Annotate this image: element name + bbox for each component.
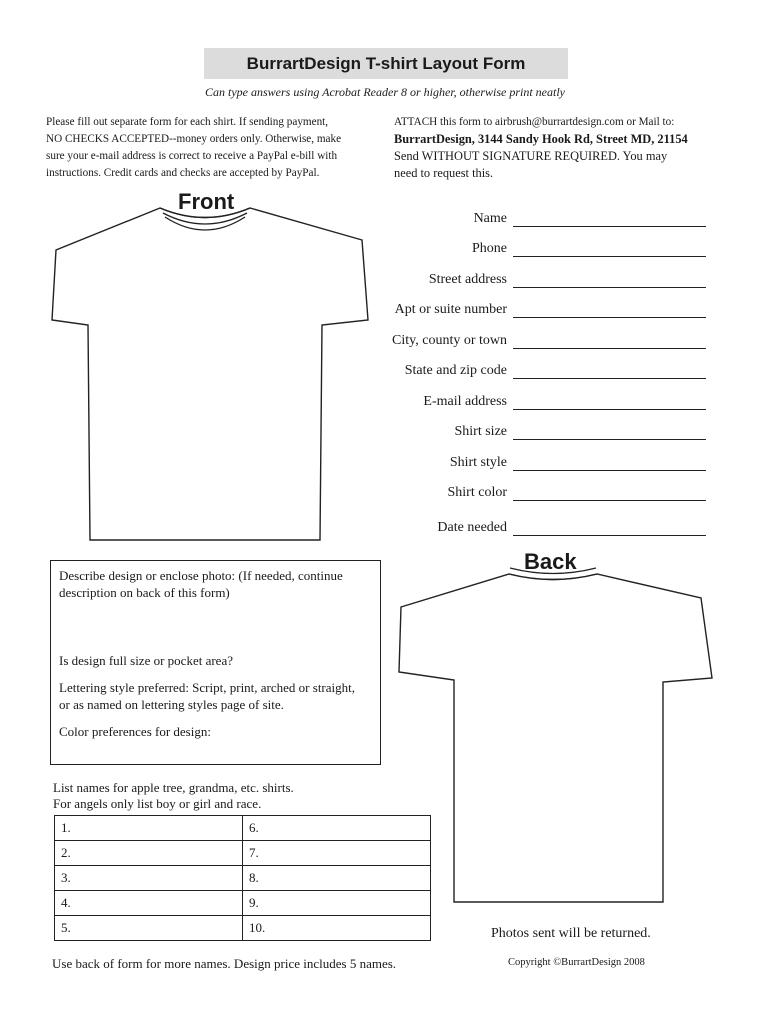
- city-input[interactable]: [513, 330, 706, 349]
- apt-suite-input[interactable]: [513, 299, 706, 318]
- name-cell[interactable]: 5.: [55, 916, 243, 941]
- back-shirt-outline: [397, 565, 717, 905]
- design-description-box[interactable]: [50, 560, 381, 765]
- name-cell[interactable]: 3.: [55, 866, 243, 891]
- field-label: Date needed: [437, 520, 507, 535]
- field-email: [370, 388, 710, 410]
- name-cell[interactable]: 9.: [243, 891, 431, 916]
- shirt-color-input[interactable]: [513, 482, 706, 501]
- field-shirt-size: [370, 418, 710, 440]
- shirt-size-input[interactable]: [513, 421, 706, 440]
- field-shirt-style: [370, 449, 710, 471]
- describe-prompt: Describe design or enclose photo: (If needed, continue: [59, 568, 343, 583]
- field-label: Phone: [472, 241, 507, 256]
- field-phone: [370, 235, 710, 257]
- color-prefs-prompt: Color preferences for design:: [59, 724, 211, 739]
- back-label: Back: [524, 549, 577, 574]
- field-street-address: [370, 266, 710, 288]
- front-label: Front: [178, 189, 235, 214]
- photos-note: Photos sent will be returned.: [491, 926, 651, 941]
- field-label: State and zip code: [404, 363, 507, 378]
- table-row: [55, 916, 431, 941]
- names-footer-note: Use back of form for more names. Design price includes 5 names.: [52, 956, 397, 971]
- field-label: Shirt style: [449, 455, 507, 470]
- signature-note-cont: need to request this.: [394, 166, 494, 180]
- name-cell[interactable]: 10.: [243, 916, 431, 941]
- state-zip-input[interactable]: [513, 360, 706, 379]
- names-instructions: [53, 780, 294, 812]
- field-label: E-mail address: [423, 394, 507, 409]
- field-apt-suite: [370, 296, 710, 318]
- table-row: [55, 891, 431, 916]
- name-cell[interactable]: 1.: [55, 816, 243, 841]
- names-table: [54, 815, 431, 941]
- table-row: [55, 816, 431, 841]
- name-cell[interactable]: 7.: [243, 841, 431, 866]
- field-label: Shirt color: [447, 485, 507, 500]
- instruction-line: NO CHECKS ACCEPTED--money orders only. Otherwise, make: [46, 133, 342, 145]
- mailing-address: BurrartDesign, 3144 Sandy Hook Rd, Street MD, 21154: [394, 132, 688, 146]
- names-instruction-line: For angels only list boy or girl and race.: [53, 796, 262, 811]
- field-label: City, county or town: [392, 333, 507, 348]
- name-cell[interactable]: 4.: [55, 891, 243, 916]
- field-label: Name: [473, 211, 507, 226]
- field-shirt-color: [370, 479, 710, 501]
- names-instruction-line: List names for apple tree, grandma, etc. shirts.: [53, 780, 294, 795]
- front-shirt-outline: [50, 205, 370, 545]
- name-cell[interactable]: 8.: [243, 866, 431, 891]
- submission-instructions: [394, 114, 744, 182]
- instruction-line: sure your e-mail address is correct to receive a PayPal e-bill with: [46, 150, 338, 162]
- name-cell[interactable]: 2.: [55, 841, 243, 866]
- copyright: Copyright ©BurrartDesign 2008: [508, 957, 645, 968]
- field-label: Shirt size: [454, 424, 507, 439]
- shirt-style-input[interactable]: [513, 452, 706, 471]
- field-state-zip: [370, 357, 710, 379]
- name-cell[interactable]: 6.: [243, 816, 431, 841]
- payment-instructions: [46, 114, 386, 182]
- table-row: [55, 841, 431, 866]
- instruction-line: Please fill out separate form for each shirt. If sending payment,: [46, 116, 329, 128]
- name-input[interactable]: [513, 208, 706, 227]
- street-address-input[interactable]: [513, 269, 706, 288]
- field-label: Apt or suite number: [394, 302, 507, 317]
- field-label: Street address: [428, 272, 507, 287]
- email-input[interactable]: [513, 391, 706, 410]
- phone-input[interactable]: [513, 238, 706, 257]
- field-city: [370, 327, 710, 349]
- instruction-line: instructions. Credit cards and checks are accepted by PayPal.: [46, 167, 320, 179]
- title-bar: [204, 48, 568, 79]
- form-subtitle: Can type answers using Acrobat Reader 8 or higher, otherwise print neatly: [205, 85, 565, 99]
- lettering-prompt: Lettering style preferred: Script, print, arched or straight,: [59, 680, 356, 695]
- field-name: [370, 205, 710, 227]
- table-row: [55, 866, 431, 891]
- describe-prompt-cont: description on back of this form): [59, 585, 230, 600]
- date-needed-input[interactable]: [513, 517, 706, 536]
- field-date-needed: [370, 514, 710, 536]
- form-title: BurrartDesign T-shirt Layout Form: [246, 53, 526, 73]
- lettering-prompt-cont: or as named on lettering styles page of site.: [59, 697, 284, 712]
- attach-instruction: ATTACH this form to airbrush@burrartdesign.com or Mail to:: [394, 116, 675, 128]
- size-question: Is design full size or pocket area?: [59, 653, 233, 668]
- signature-note: Send WITHOUT SIGNATURE REQUIRED. You may: [394, 149, 668, 163]
